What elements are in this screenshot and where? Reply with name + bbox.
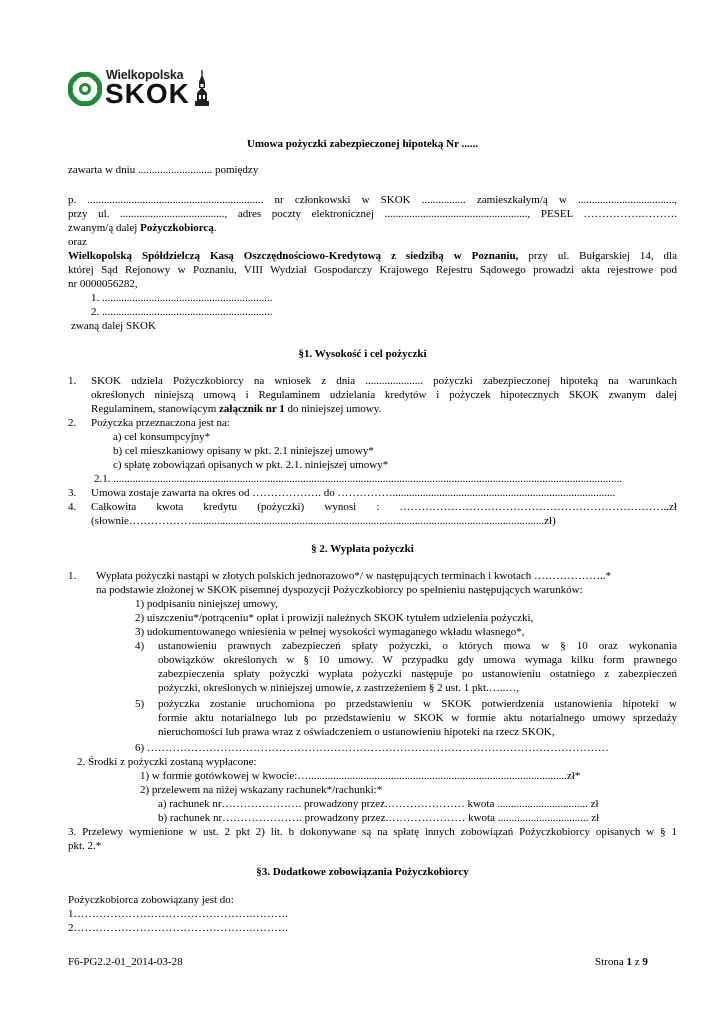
s2-condition-4-line3: zabezpieczenia spłaty pożyczki wypłata pożyczki następuje po ustanowieniu ostatniego z zabezpieczeń — [158, 668, 677, 680]
intro-skok-line1: Wielkopolską Spółdzielczą Kasą Oszczędnościowo-Kredytową z siedzibą w Poznaniu, przy ul. Bułgarskiej 14, dla — [68, 250, 677, 262]
skok-emblem-icon — [68, 72, 102, 106]
s2-condition-4-line2: obowiązków określonych w § 10 umowy. W przypadku gdy umowa wymaga kilku form prawnego — [158, 654, 677, 666]
s2-condition-3: 3) udokumentowanego wniesienia w pełnej wysokości wymaganego wkładu własnego*, — [135, 626, 525, 638]
intro-oraz: oraz — [68, 236, 87, 248]
s2-condition-5-line3: nieruchomości lub prawa wraz z oświadczeniem o ustanowieniu hipoteki na rzecz SKOK, — [158, 726, 555, 738]
s1-item2-number: 2. — [68, 417, 77, 429]
s1-option-a: a) cel konsumpcyjny* — [113, 431, 211, 443]
intro-representative-1: 1. .............................................................. — [91, 292, 273, 304]
s2-item1-number: 1. — [68, 570, 77, 582]
s2-condition-6: 6) ……………………………………………………………………………………………………………… — [135, 742, 609, 754]
s2-item1-line2: na podstawie złożonej w SKOK pisemnej dyspozycji Pożyczkobiorcy po spełnieniu następujących warunków: — [96, 584, 583, 596]
s2-condition-5-line2: formie aktu notarialnego lub po przedstawieniu w SKOK w formie aktu notarialnego umowy sprzedaży — [158, 712, 677, 724]
s1-item4-line1: Całkowita kwota kredytu (pożyczki) wynosi : ………………………………………………………………..zł — [91, 501, 677, 513]
document-title: Umowa pożyczki zabezpieczonej hipoteką Nr ...... — [246, 138, 479, 150]
logo-main-text: SKOK — [105, 78, 190, 109]
section-3-heading: §3. Dodatkowe zobowiązania Pożyczkobiorcy — [256, 866, 469, 878]
s1-item1-line1: SKOK udziela Pożyczkobiorcy na wniosek z dnia ..................... pożyczki zabezpieczonej hipoteką na warunkach — [91, 375, 677, 387]
s1-item3-text: Umowa zostaje zawarta na okres od ………………. do ……………................................................................................. — [91, 487, 616, 499]
s2-item3-line2: pkt. 2.* — [68, 840, 102, 852]
s1-item4-line2: (słownie………………...............................................................................................................................zł) — [91, 515, 556, 527]
s1-option-c: c) spłatę zobowiązań opisanych w pkt. 2.1. niniejszej umowy* — [113, 459, 389, 471]
s2-condition-5-number: 5) — [135, 698, 145, 710]
skok-logo — [68, 68, 213, 110]
intro-member-line: p. ................................................................ nr członkowski w SKOK ................ zamieszkałym/ą w ..................................., — [68, 194, 677, 206]
intro-skok-line3: nr 0000056282, — [68, 278, 138, 290]
s3-intro: Pożyczkobiorca zobowiązany jest do: — [68, 894, 234, 906]
s2-item2: 2. Środki z pożyczki zostaną wypłacone: — [77, 756, 257, 768]
s2-condition-1: 1) podpisaniu niniejszej umowy, — [135, 598, 278, 610]
intro-address-line: przy ul. ......................................, adres poczty elektronicznej ...................................................., PESEL …………….………. — [68, 208, 677, 220]
s1-item1-line2: określonych niniejszą umową i Regulaminem udzielania kredytów i pożyczek hipotecznych SKOK zwanym dalej — [91, 389, 677, 401]
intro-representative-2: 2. .............................................................. — [91, 306, 273, 318]
s1-point-2-1: 2.1. ......................................................................................................................................................................................... — [94, 473, 622, 485]
intro-date-line: zawarta w dniu ........................... pomiędzy — [68, 164, 259, 176]
s1-item2-text: Pożyczka przeznaczona jest na: — [91, 417, 230, 429]
intro-borrower-line: zwanym/ą dalej Pożyczkobiorcą. — [68, 222, 217, 234]
s3-obligation-1: 1………………………………………….………. — [68, 908, 288, 920]
s2-condition-4-number: 4) — [135, 640, 145, 652]
s1-item1-number: 1. — [68, 375, 77, 387]
s1-item4-number: 4. — [68, 501, 77, 513]
s2-condition-4-line1: ustanowieniu prawnych zabezpieczeń spłaty pożyczki, o których mowa w § 10 oraz wykonania — [158, 640, 677, 652]
logo-top-text: Wielkopolska — [106, 68, 184, 82]
s2-item1-line1: Wypłata pożyczki nastąpi w złotych polskich jednorazowo*/ w następujących terminach i kwotach ………………..* — [96, 570, 611, 582]
s2-account-b: b) rachunek nr…………………. prowadzony przez.………………… kwota ................................. zł — [158, 812, 600, 824]
footer-page-number: Strona 1 z 9 — [595, 956, 648, 968]
section-2-heading: § 2. Wypłata pożyczki — [311, 543, 414, 555]
s2-account-a: a) rachunek nr…………………. prowadzony przez.………………… kwota ................................. zł — [158, 798, 599, 810]
s2-item3-line1: 3. Przelewy wymienione w ust. 2 pkt 2) lit. b dokonywane są na spłatę innych zobowiązań Pożyczkobiorcy opisanych w § 1 — [68, 826, 677, 838]
s2-condition-4-line4: pożyczki, określonych w niniejszej umowie, z zastrzeżeniem § 2 ust. 1 pkt.…..…, — [158, 682, 520, 694]
s2-item2-option2: 2) przelewem na niżej wskazany rachunek*/rachunki:* — [140, 784, 383, 796]
s2-item2-option1: 1) w formie gotówkowej w kwocie:…..............................................................................................zł* — [140, 770, 581, 782]
town-hall-tower-icon — [194, 70, 210, 108]
footer-document-code: F6-PG2.2-01_2014-03-28 — [68, 956, 183, 968]
intro-skok-line2: której Sąd Rejonowy w Poznaniu, VIII Wydział Gospodarczy Krajowego Rejestru Sądowego prowadzi akta rejestrowe pod — [68, 264, 677, 276]
s1-option-b: b) cel mieszkaniowy opisany w pkt. 2.1 niniejszej umowy* — [113, 445, 374, 457]
section-1-heading: §1. Wysokość i cel pożyczki — [298, 348, 427, 360]
s2-condition-2: 2) uiszczeniu*/potrąceniu* opłat i prowizji należnych SKOK tytułem udzielenia pożyczki, — [135, 612, 534, 624]
s3-obligation-2: 2………………………………………….………. — [68, 922, 288, 934]
s1-item3-number: 3. — [68, 487, 77, 499]
s2-condition-5-line1: pożyczka zostanie uruchomiona po przedstawieniu w SKOK potwierdzenia ustanowienia hipoteki w — [158, 698, 677, 710]
s1-item1-line3: Regulaminem, stanowiącym załącznik nr 1 do niniejszej umowy. — [91, 403, 382, 415]
intro-zwana: zwaną dalej SKOK — [71, 320, 156, 332]
